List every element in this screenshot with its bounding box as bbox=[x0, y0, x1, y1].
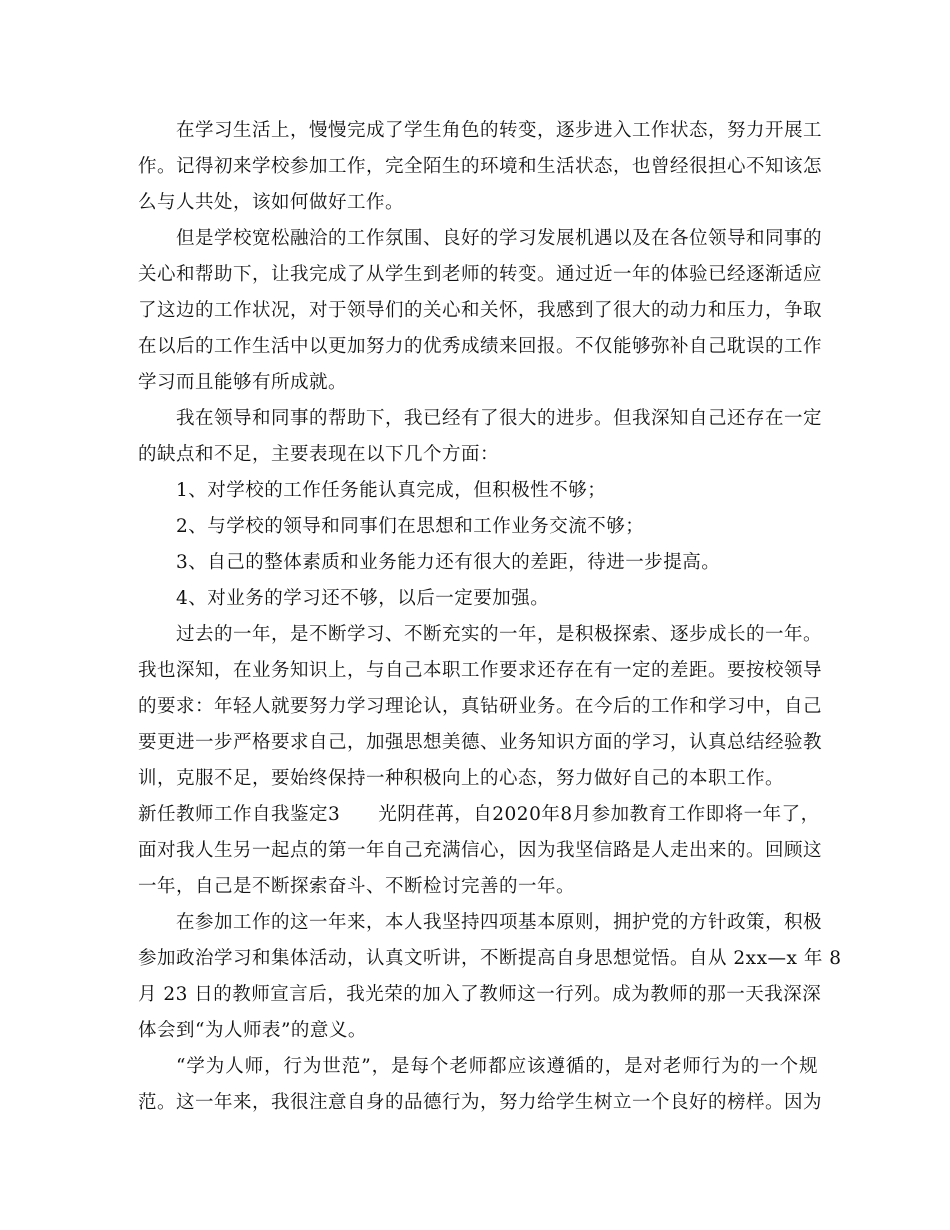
text-line: 么与人共处，该如何做好工作。 bbox=[138, 192, 405, 213]
text-line: 月 23 日的教师宣言后，我光荣的加入了教师这一行列。成为教师的那一天我深深 bbox=[138, 984, 822, 1005]
text-line: 的要求：年轻人就要努力学习理论认，真钻研业务。在今后的工作和学习中，自己 bbox=[138, 696, 823, 717]
text-line: 的缺点和不足，主要表现在以下几个方面： bbox=[138, 444, 500, 465]
text-line: 但是学校宽松融洽的工作氛围、良好的学习发展机遇以及在各位领导和同事的 bbox=[176, 228, 823, 249]
list-item: 2、与学校的领导和同事们在思想和工作业务交流不够； bbox=[176, 516, 645, 537]
text-line: 在学习生活上，慢慢完成了学生角色的转变，逐步进入工作状态，努力开展工 bbox=[176, 120, 823, 141]
text-line: 面对我人生另一起点的第一年自己充满信心，因为我坚信路是人走出来的。回顾这 bbox=[138, 840, 823, 861]
text-line: 在以后的工作生活中以更加努力的优秀成绩来回报。不仅能够弥补自己耽误的工作 bbox=[138, 336, 823, 357]
text-line: 范。这一年来，我很注意自身的品德行为，努力给学生树立一个良好的榜样。因为 bbox=[138, 1092, 823, 1113]
text-line: 我也深知，在业务知识上，与自己本职工作要求还存在有一定的差距。要按校领导 bbox=[138, 660, 823, 681]
text-line: 体会到“为人师表”的意义。 bbox=[138, 1020, 367, 1041]
text-line: 学习而且能够有所成就。 bbox=[138, 372, 348, 393]
text-line: 关心和帮助下，让我完成了从学生到老师的转变。通过近一年的体验已经逐渐适应 bbox=[138, 264, 823, 285]
section-heading-line: 新任教师工作自我鉴定3 光阴荏苒，自2020年8月参加教育工作即将一年了， bbox=[138, 804, 820, 825]
text-line: 训，克服不足，要始终保持一种积极向上的心态，努力做好自己的本职工作。 bbox=[138, 768, 785, 789]
list-item: 4、对业务的学习还不够，以后一定要加强。 bbox=[176, 588, 550, 609]
text-line: 作。记得初来学校参加工作，完全陌生的环境和生活状态，也曾经很担心不知该怎 bbox=[138, 156, 823, 177]
text-line: 要更进一步严格要求自己，加强思想美德、业务知识方面的学习，认真总结经验教 bbox=[138, 732, 823, 753]
text-line: 过去的一年，是不断学习、不断充实的一年，是积极探索、逐步成长的一年。 bbox=[176, 624, 823, 645]
list-item: 3、自己的整体素质和业务能力还有很大的差距，待进一步提高。 bbox=[176, 552, 721, 573]
list-item: 1、对学校的工作任务能认真完成，但积极性不够； bbox=[176, 480, 607, 501]
text-line: “学为人师，行为世范”，是每个老师都应该遵循的，是对老师行为的一个规 bbox=[176, 1056, 818, 1077]
text-line: 了这边的工作状况，对于领导们的关心和关怀，我感到了很大的动力和压力，争取 bbox=[138, 300, 823, 321]
text-line: 参加政治学习和集体活动，认真文听讲，不断提高自身思想觉悟。自从 2xx—x 年 8 bbox=[138, 948, 842, 969]
text-line: 我在领导和同事的帮助下，我已经有了很大的进步。但我深知自己还存在一定 bbox=[176, 408, 823, 429]
text-line: 在参加工作的这一年来，本人我坚持四项基本原则，拥护党的方针政策，积极 bbox=[176, 912, 823, 933]
text-line: 一年，自己是不断探索奋斗、不断检讨完善的一年。 bbox=[138, 876, 576, 897]
